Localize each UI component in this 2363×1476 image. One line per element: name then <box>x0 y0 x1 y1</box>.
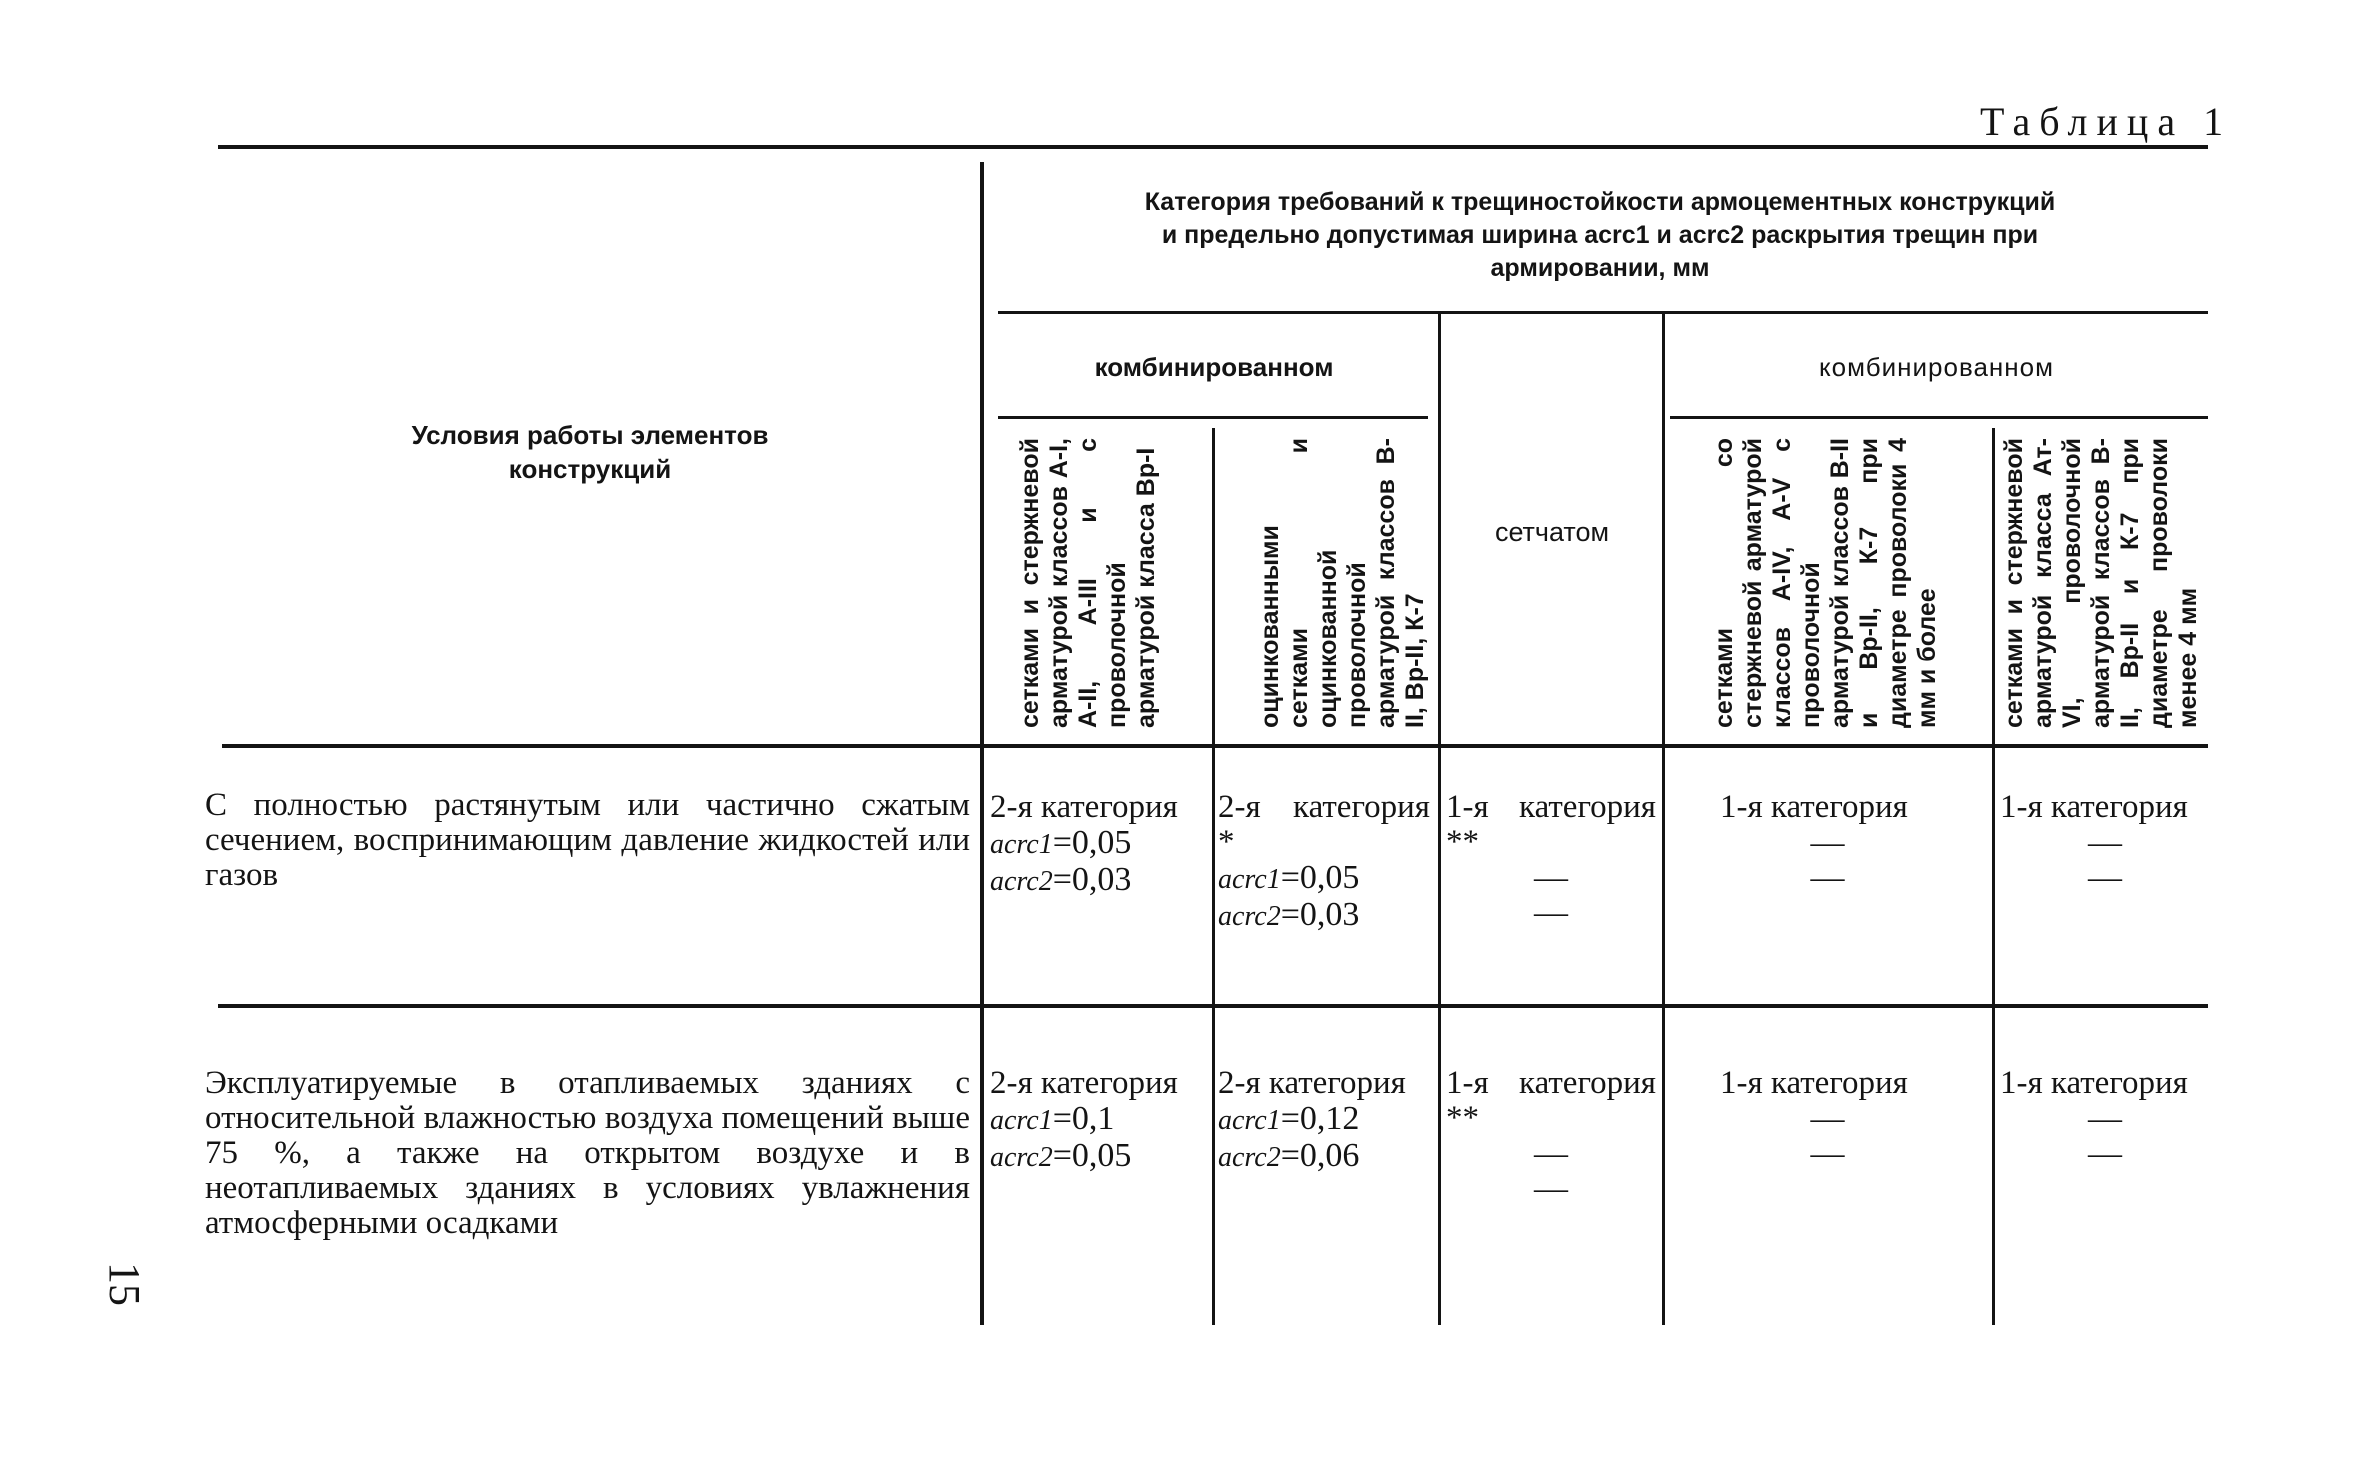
row-2-cell-1 <box>990 1066 1202 1175</box>
row-2-cell-5-category: 1-я категория <box>2000 1065 2188 1101</box>
row-1-cell-3 <box>1446 790 1656 930</box>
row-1-condition: С полностью растянутым или частично сжатым сечением, воспринимающим давление жидкостей или газов <box>205 787 970 893</box>
row-1-cell-5 <box>2000 790 2210 895</box>
category-rule <box>998 311 2208 314</box>
header-category-main: Категория требований к трещиностойкости армоцементных конструкций и предельно допустимая ширина acrc1 и acrc2 раскрытия трещин при армировании, мм <box>1144 188 2056 282</box>
row-1-cell-5-category: 1-я категория <box>2000 789 2188 825</box>
header-bottom-rule <box>222 744 2208 748</box>
top-rule <box>218 145 2208 149</box>
row-2-cell-2-acrc2: acrc2=0,06 <box>1218 1137 1360 1174</box>
row-2-cell-3-dash-1: — <box>1534 1135 1568 1172</box>
row-1-cell-1-acrc2: acrc2=0,03 <box>990 861 1132 898</box>
header-combined-left: комбинированном <box>1094 352 1334 382</box>
row-1-cell-5-dash-1: — <box>2088 824 2122 861</box>
row-2-cell-4-category: 1-я категория <box>1720 1065 1908 1101</box>
row-2-cell-5-dash-1: — <box>2088 1100 2122 1137</box>
row-1-cell-2-category: 2-я категория * <box>1218 789 1430 860</box>
row-2-cell-4 <box>1720 1066 1935 1171</box>
column-divider-4 <box>1662 314 1665 1325</box>
row-1-cell-4-category: 1-я категория <box>1720 789 1908 825</box>
row-1-cell-2-acrc2: acrc2=0,03 <box>1218 896 1360 933</box>
row-1-cell-1-acrc1: acrc1=0,05 <box>990 824 1132 861</box>
column-divider-2 <box>1212 428 1215 1325</box>
combined-left-rule <box>998 416 1428 419</box>
table-caption: Таблица 1 <box>1980 99 2233 144</box>
row-2-cell-3-category: 1-я категория ** <box>1446 1065 1656 1136</box>
row-1-cell-1 <box>990 790 1202 899</box>
row-1-cell-4-dash-2: — <box>1810 859 1845 896</box>
row-1-cell-3-dash-1: — <box>1534 859 1568 896</box>
column-divider-1 <box>980 162 984 1325</box>
row-2-cell-4-dash-1: — <box>1810 1100 1845 1137</box>
row-2-cell-2 <box>1218 1066 1430 1175</box>
row-2-cell-1-category: 2-я категория <box>990 1065 1178 1101</box>
row-1-cell-3-dash-2: — <box>1534 894 1568 931</box>
header-combined-right: комбинированном <box>1819 352 2054 382</box>
row-2-cell-1-acrc1: acrc1=0,1 <box>990 1100 1115 1137</box>
row-1-cell-2-acrc1: acrc1=0,05 <box>1218 859 1360 896</box>
row-2-cell-3 <box>1446 1066 1656 1206</box>
combined-right-rule <box>1670 416 2208 419</box>
header-conditions: Условия работы элементов конструкций <box>411 420 769 484</box>
header-sub-4: сетками и стержневой арматурой класса Ат-VI, проволочной арматурой классов В-II, Вр-II и К-7 при диаметре проволоки менее 4 мм <box>2000 438 2202 728</box>
row-1-cell-5-dash-2: — <box>2088 859 2122 896</box>
row-2-cell-2-category: 2-я категория <box>1218 1065 1406 1101</box>
row-2-cell-5 <box>2000 1066 2210 1171</box>
row-2-cell-4-dash-2: — <box>1810 1135 1845 1172</box>
header-sub-1: сетками и стержневой арматурой классов А-I, А-II, А-III и с проволочной арматурой класса Вр-I <box>1016 438 1160 728</box>
row-2-cell-5-dash-2: — <box>2088 1135 2122 1172</box>
row-1-cell-1-category: 2-я категория <box>990 789 1178 825</box>
header-mesh: сетчатом <box>1494 517 1610 547</box>
row-1-cell-3-category: 1-я категория ** <box>1446 789 1656 860</box>
header-sub-3: сетками со стержневой арматурой классов А-IV, А-V с проволочной арматурой классов В-II и Вр-II, К-7 при диаметре проволоки 4 мм и более <box>1710 438 1941 728</box>
row-1-cell-4-dash-1: — <box>1810 824 1845 861</box>
row-2-cell-3-dash-2: — <box>1534 1170 1568 1207</box>
row-2-condition: Эксплуатируемые в отапливаемых зданиях с относительной влажностью воздуха помещений выше 75 %, а также на открытом воздухе и в неотапливаемых зданиях в условиях увлажнения атмосферными осадками <box>205 1065 970 1241</box>
header-sub-2: оцинкованными сетками и оцинкованной проволочной арматурой классов В-II, Вр-II, К-7 <box>1256 438 1429 728</box>
row-2-cell-2-acrc1: acrc1=0,12 <box>1218 1100 1360 1137</box>
page-number: 15 <box>100 1262 149 1306</box>
row-2-cell-1-acrc2: acrc2=0,05 <box>990 1137 1132 1174</box>
row-1-cell-2 <box>1218 790 1430 934</box>
column-divider-3 <box>1438 314 1441 1325</box>
row-1-cell-4 <box>1720 790 1935 895</box>
column-divider-5 <box>1992 428 1995 1325</box>
